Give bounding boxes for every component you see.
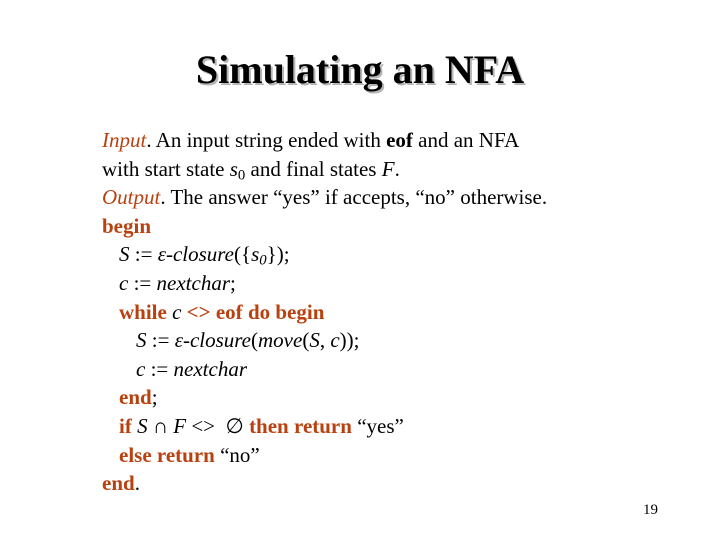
input-text-2: and an NFA [412, 128, 520, 152]
assign-op: := [145, 356, 174, 381]
paren: ({ [234, 242, 252, 267]
paren: }); [266, 242, 290, 267]
return-keyword: return [294, 413, 352, 438]
var: S [119, 242, 130, 267]
empty-set-symbol: ∅ [225, 413, 244, 438]
line-end [102, 469, 702, 498]
line-init-c [102, 269, 702, 298]
ne-op: <> [191, 413, 216, 438]
yes-string: “yes” [357, 413, 404, 438]
period: . [134, 471, 140, 496]
line-start-state [102, 155, 702, 184]
then-keyword: then [249, 413, 289, 438]
line-init-s [102, 240, 702, 269]
end-keyword: end [119, 385, 152, 410]
var: c [119, 270, 129, 295]
line-else [102, 441, 702, 470]
subscript: 0 [259, 253, 267, 270]
intersection-symbol: ∩ [152, 413, 168, 438]
while-keyword: while [119, 299, 167, 324]
return-keyword: return [156, 442, 215, 467]
var: c [330, 328, 340, 353]
line-while [102, 298, 702, 327]
output-text: . The answer “yes” if accepts, “no” otherwise. [160, 185, 548, 210]
ne-op: <> [181, 299, 216, 324]
paren: ( [251, 328, 259, 353]
epsilon-symbol: ε [174, 328, 183, 353]
else-keyword: else [119, 442, 152, 467]
line-begin [102, 212, 702, 241]
text: . [394, 156, 400, 181]
input-label: Input [102, 128, 147, 152]
assign-op: := [128, 270, 157, 295]
nextchar-fn: nextchar [173, 356, 247, 381]
var: S [137, 413, 148, 438]
var: S [136, 328, 147, 353]
var: S [309, 328, 320, 353]
text: and final states [245, 156, 382, 181]
eof-keyword: eof [215, 299, 243, 324]
var: c [136, 356, 146, 381]
text: with start state [102, 156, 230, 181]
var: F [173, 413, 187, 438]
no-string: “no” [220, 442, 260, 467]
line-update-s [102, 326, 702, 355]
eof-keyword: eof [386, 128, 413, 152]
paren: )); [339, 328, 360, 353]
line-if [102, 412, 702, 441]
closure-fn: -closure [182, 328, 252, 353]
if-keyword: if [119, 413, 132, 438]
closure-fn: -closure [165, 242, 235, 267]
slide-title: Simulating an NFA [195, 47, 525, 92]
final-states-var: F [381, 156, 395, 181]
epsilon-symbol: ε [157, 242, 166, 267]
begin-keyword: begin [102, 213, 152, 238]
semicolon: ; [151, 385, 158, 410]
nextchar-fn: nextchar [156, 270, 230, 295]
comma: , [319, 328, 331, 353]
semicolon: ; [230, 270, 236, 295]
input-text-1: . An input string ended with [146, 128, 387, 152]
page-number: 19 [643, 502, 658, 518]
line-end-loop [102, 383, 702, 412]
var: c [172, 299, 182, 324]
paren: ( [302, 328, 310, 353]
assign-op: := [129, 242, 158, 267]
subscript: 0 [237, 167, 246, 184]
start-state-var: s [229, 156, 238, 181]
output-label: Output [102, 185, 161, 210]
move-fn: move [258, 328, 303, 353]
var: s [251, 242, 260, 267]
line-output [102, 183, 702, 212]
algorithm-body [102, 126, 702, 498]
do-begin-keyword: do begin [242, 299, 325, 324]
line-update-c [102, 355, 702, 384]
line-input [102, 126, 702, 155]
assign-op: := [146, 328, 175, 353]
end-keyword: end [102, 471, 135, 496]
